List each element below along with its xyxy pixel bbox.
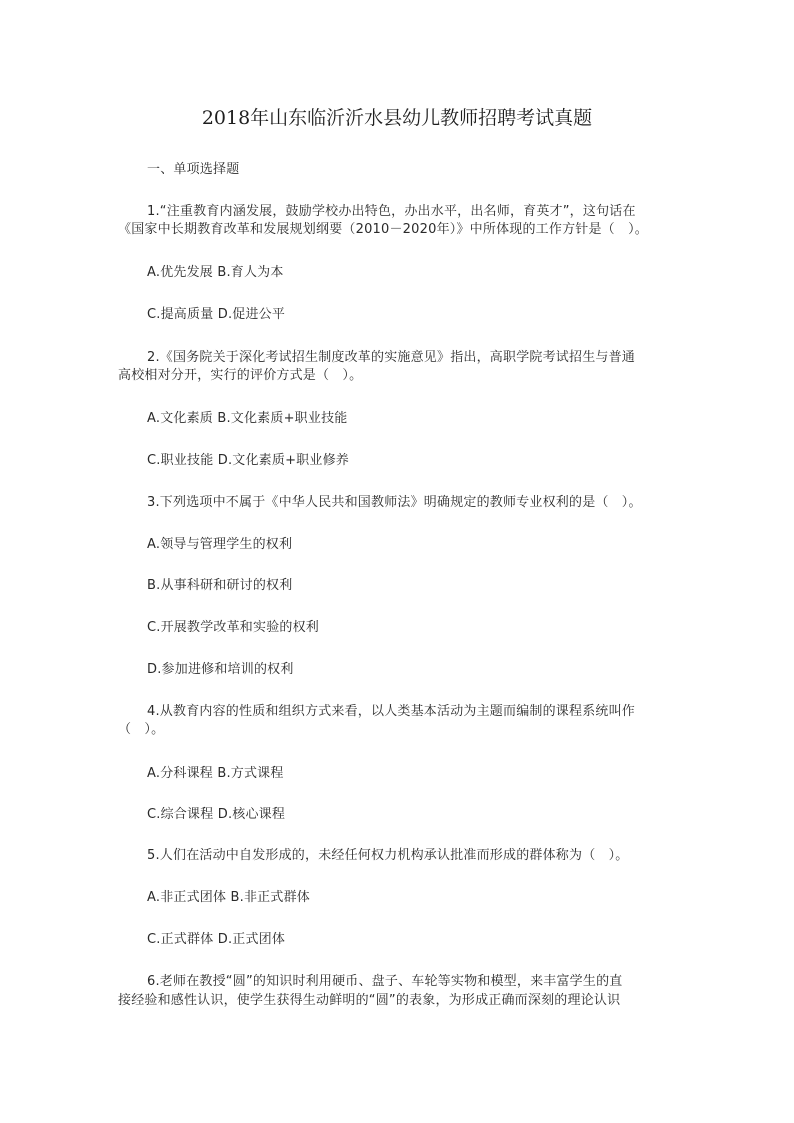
section-heading: 一、单项选择题 xyxy=(147,162,240,177)
question-4-line-1: 4.从教育内容的性质和组织方式来看，以人类基本活动为主题而编制的课程系统叫作 xyxy=(147,704,636,719)
question-5-options-cd: C.正式群体 D.正式团体 xyxy=(147,932,286,947)
question-2-options-cd: C.职业技能 D.文化素质+职业修养 xyxy=(147,453,349,468)
question-1-line-2: 《国家中长期教育改革和发展规划纲要（2010－2020年）》中所体现的工作方针是（ ）。 xyxy=(118,222,648,237)
question-4-options-ab: A.分科课程 B.方式课程 xyxy=(147,766,284,781)
question-2-line-1: 2.《国务院关于深化考试招生制度改革的实施意见》指出，高职学院考试招生与普通 xyxy=(147,350,636,365)
question-1-line-1: 1.“注重教育内涵发展，鼓励学校办出特色，办出水平，出名师，育英才”，这句话在 xyxy=(147,204,636,219)
question-3-option-c: C.开展教学改革和实验的权利 xyxy=(147,620,320,635)
question-1-options-ab: A.优先发展 B.育人为本 xyxy=(147,265,284,280)
question-4-line-2: （ ）。 xyxy=(118,722,165,737)
question-3-option-d: D.参加进修和培训的权利 xyxy=(147,662,294,677)
question-6-line-2: 接经验和感性认识，使学生获得生动鲜明的“圆”的表象，为形成正确而深刻的理论认识 xyxy=(118,993,621,1008)
question-4-options-cd: C.综合课程 D.核心课程 xyxy=(147,807,286,822)
question-2-options-ab: A.文化素质 B.文化素质+职业技能 xyxy=(147,411,348,426)
question-3-option-b: B.从事科研和研讨的权利 xyxy=(147,578,293,593)
question-6-line-1: 6.老师在教授“圆”的知识时利用硬币、盘子、车轮等实物和模型，来丰富学生的直 xyxy=(147,974,623,989)
question-3-line-1: 3.下列选项中不属于《中华人民共和国教师法》明确规定的教师专业权利的是（ ）。 xyxy=(147,495,642,510)
question-2-line-2: 高校相对分开，实行的评价方式是（ ）。 xyxy=(118,368,363,383)
document-title: 2018年山东临沂沂水县幼儿教师招聘考试真题 xyxy=(201,107,593,129)
question-5-options-ab: A.非正式团体 B.非正式群体 xyxy=(147,890,310,905)
question-1-options-cd: C.提高质量 D.促进公平 xyxy=(147,307,286,322)
question-5-line-1: 5.人们在活动中自发形成的，未经任何权力机构承认批准而形成的群体称为（ ）。 xyxy=(147,848,629,863)
question-3-option-a: A.领导与管理学生的权利 xyxy=(147,537,293,552)
